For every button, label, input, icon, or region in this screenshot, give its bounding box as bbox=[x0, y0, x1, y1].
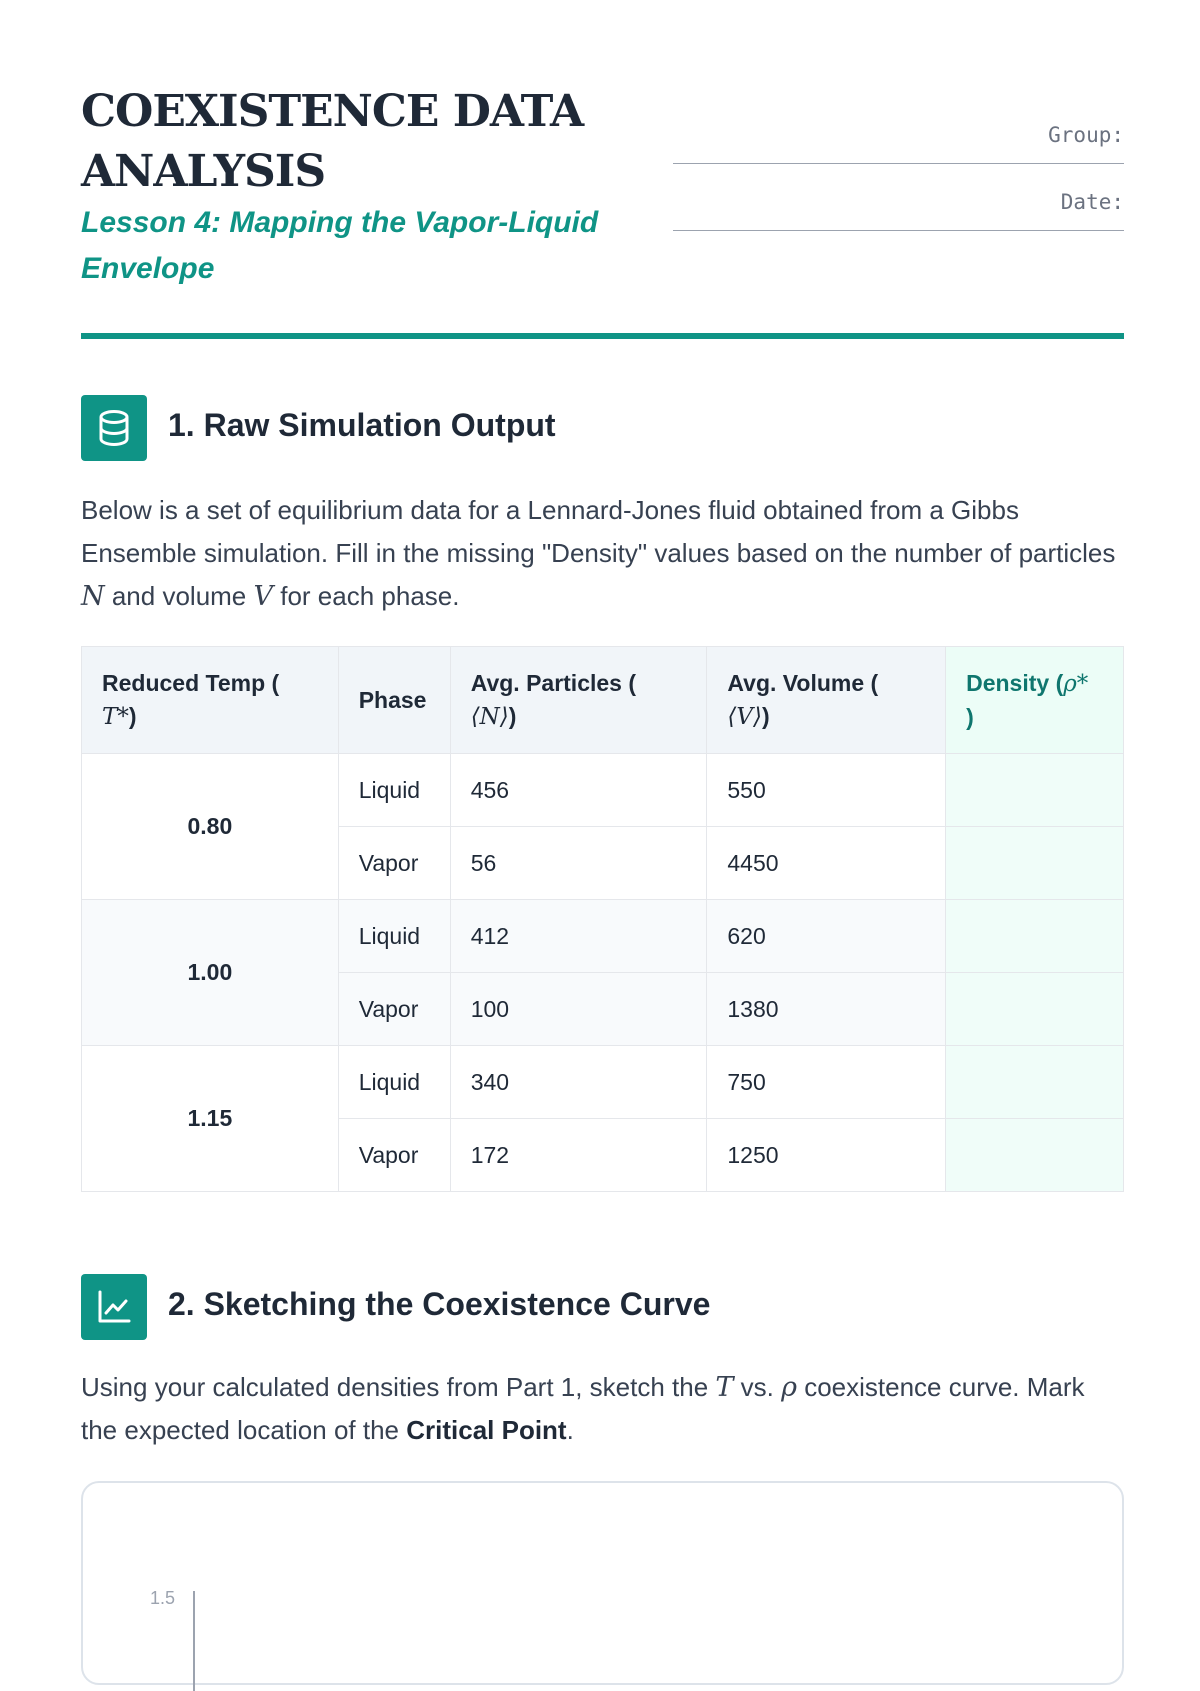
phase-cell: Vapor bbox=[338, 973, 450, 1046]
sketch-area[interactable] bbox=[81, 1481, 1124, 1685]
group-label: Group: bbox=[1048, 123, 1124, 147]
section-2-title: 2. Sketching the Coexistence Curve bbox=[168, 1286, 711, 1322]
volume-cell: 1380 bbox=[707, 973, 946, 1046]
particles-cell: 412 bbox=[450, 900, 707, 973]
simulation-data-table bbox=[81, 646, 1124, 1192]
page-subtitle: Lesson 4: Mapping the Vapor-Liquid Envelope bbox=[81, 206, 599, 285]
volume-cell: 4450 bbox=[707, 827, 946, 900]
density-input-cell[interactable] bbox=[946, 754, 1124, 827]
phase-cell: Liquid bbox=[338, 754, 450, 827]
density-input-cell[interactable] bbox=[946, 1119, 1124, 1192]
table-row bbox=[82, 1046, 1124, 1119]
col-header-density: Density (ρ* ) bbox=[946, 647, 1124, 754]
density-input-cell[interactable] bbox=[946, 1046, 1124, 1119]
volume-cell: 620 bbox=[707, 900, 946, 973]
temp-cell: 0.80 bbox=[82, 754, 339, 900]
particles-cell: 456 bbox=[450, 754, 707, 827]
particles-cell: 100 bbox=[450, 973, 707, 1046]
phase-cell: Liquid bbox=[338, 900, 450, 973]
density-input-cell[interactable] bbox=[946, 973, 1124, 1046]
volume-cell: 550 bbox=[707, 754, 946, 827]
date-field[interactable] bbox=[673, 190, 1124, 231]
header-divider bbox=[81, 333, 1124, 339]
table-header-row bbox=[82, 647, 1124, 754]
col-header-temp: Reduced Temp ( T*) bbox=[82, 647, 339, 754]
group-field[interactable] bbox=[673, 123, 1124, 164]
phase-cell: Vapor bbox=[338, 827, 450, 900]
particles-cell: 56 bbox=[450, 827, 707, 900]
col-header-volume: Avg. Volume ( ⟨V⟩) bbox=[707, 647, 946, 754]
chart-line-icon bbox=[81, 1274, 147, 1340]
table-row bbox=[82, 900, 1124, 973]
section-1-title: 1. Raw Simulation Output bbox=[168, 407, 556, 443]
temp-cell: 1.00 bbox=[82, 900, 339, 1046]
database-icon bbox=[81, 395, 147, 461]
table-row bbox=[82, 754, 1124, 827]
volume-cell: 1250 bbox=[707, 1119, 946, 1192]
density-input-cell[interactable] bbox=[946, 900, 1124, 973]
phase-cell: Liquid bbox=[338, 1046, 450, 1119]
col-header-phase: Phase bbox=[338, 647, 450, 754]
date-label: Date: bbox=[1060, 190, 1124, 214]
section-1-instructions: Below is a set of equilibrium data for a Lennard-Jones fluid obtained from a Gibbs Ensemble simulation. Fill in the missing "Density" values based on the number of particles N and volume V for each phase. bbox=[81, 495, 1116, 612]
density-input-cell[interactable] bbox=[946, 827, 1124, 900]
volume-cell: 750 bbox=[707, 1046, 946, 1119]
particles-cell: 340 bbox=[450, 1046, 707, 1119]
y-axis-line bbox=[193, 1591, 195, 1691]
page-title: COEXISTENCE DATA ANALYSIS bbox=[81, 86, 584, 197]
particles-cell: 172 bbox=[450, 1119, 707, 1192]
col-header-particles: Avg. Particles ( ⟨N⟩) bbox=[450, 647, 707, 754]
temp-cell: 1.15 bbox=[82, 1046, 339, 1192]
phase-cell: Vapor bbox=[338, 1119, 450, 1192]
section-2-instructions: Using your calculated densities from Part 1, sketch the T vs. ρ coexistence curve. Mark the expected location of the Critical Point. bbox=[81, 1372, 1085, 1445]
y-axis-tick-label: 1.5 bbox=[150, 1588, 176, 1608]
